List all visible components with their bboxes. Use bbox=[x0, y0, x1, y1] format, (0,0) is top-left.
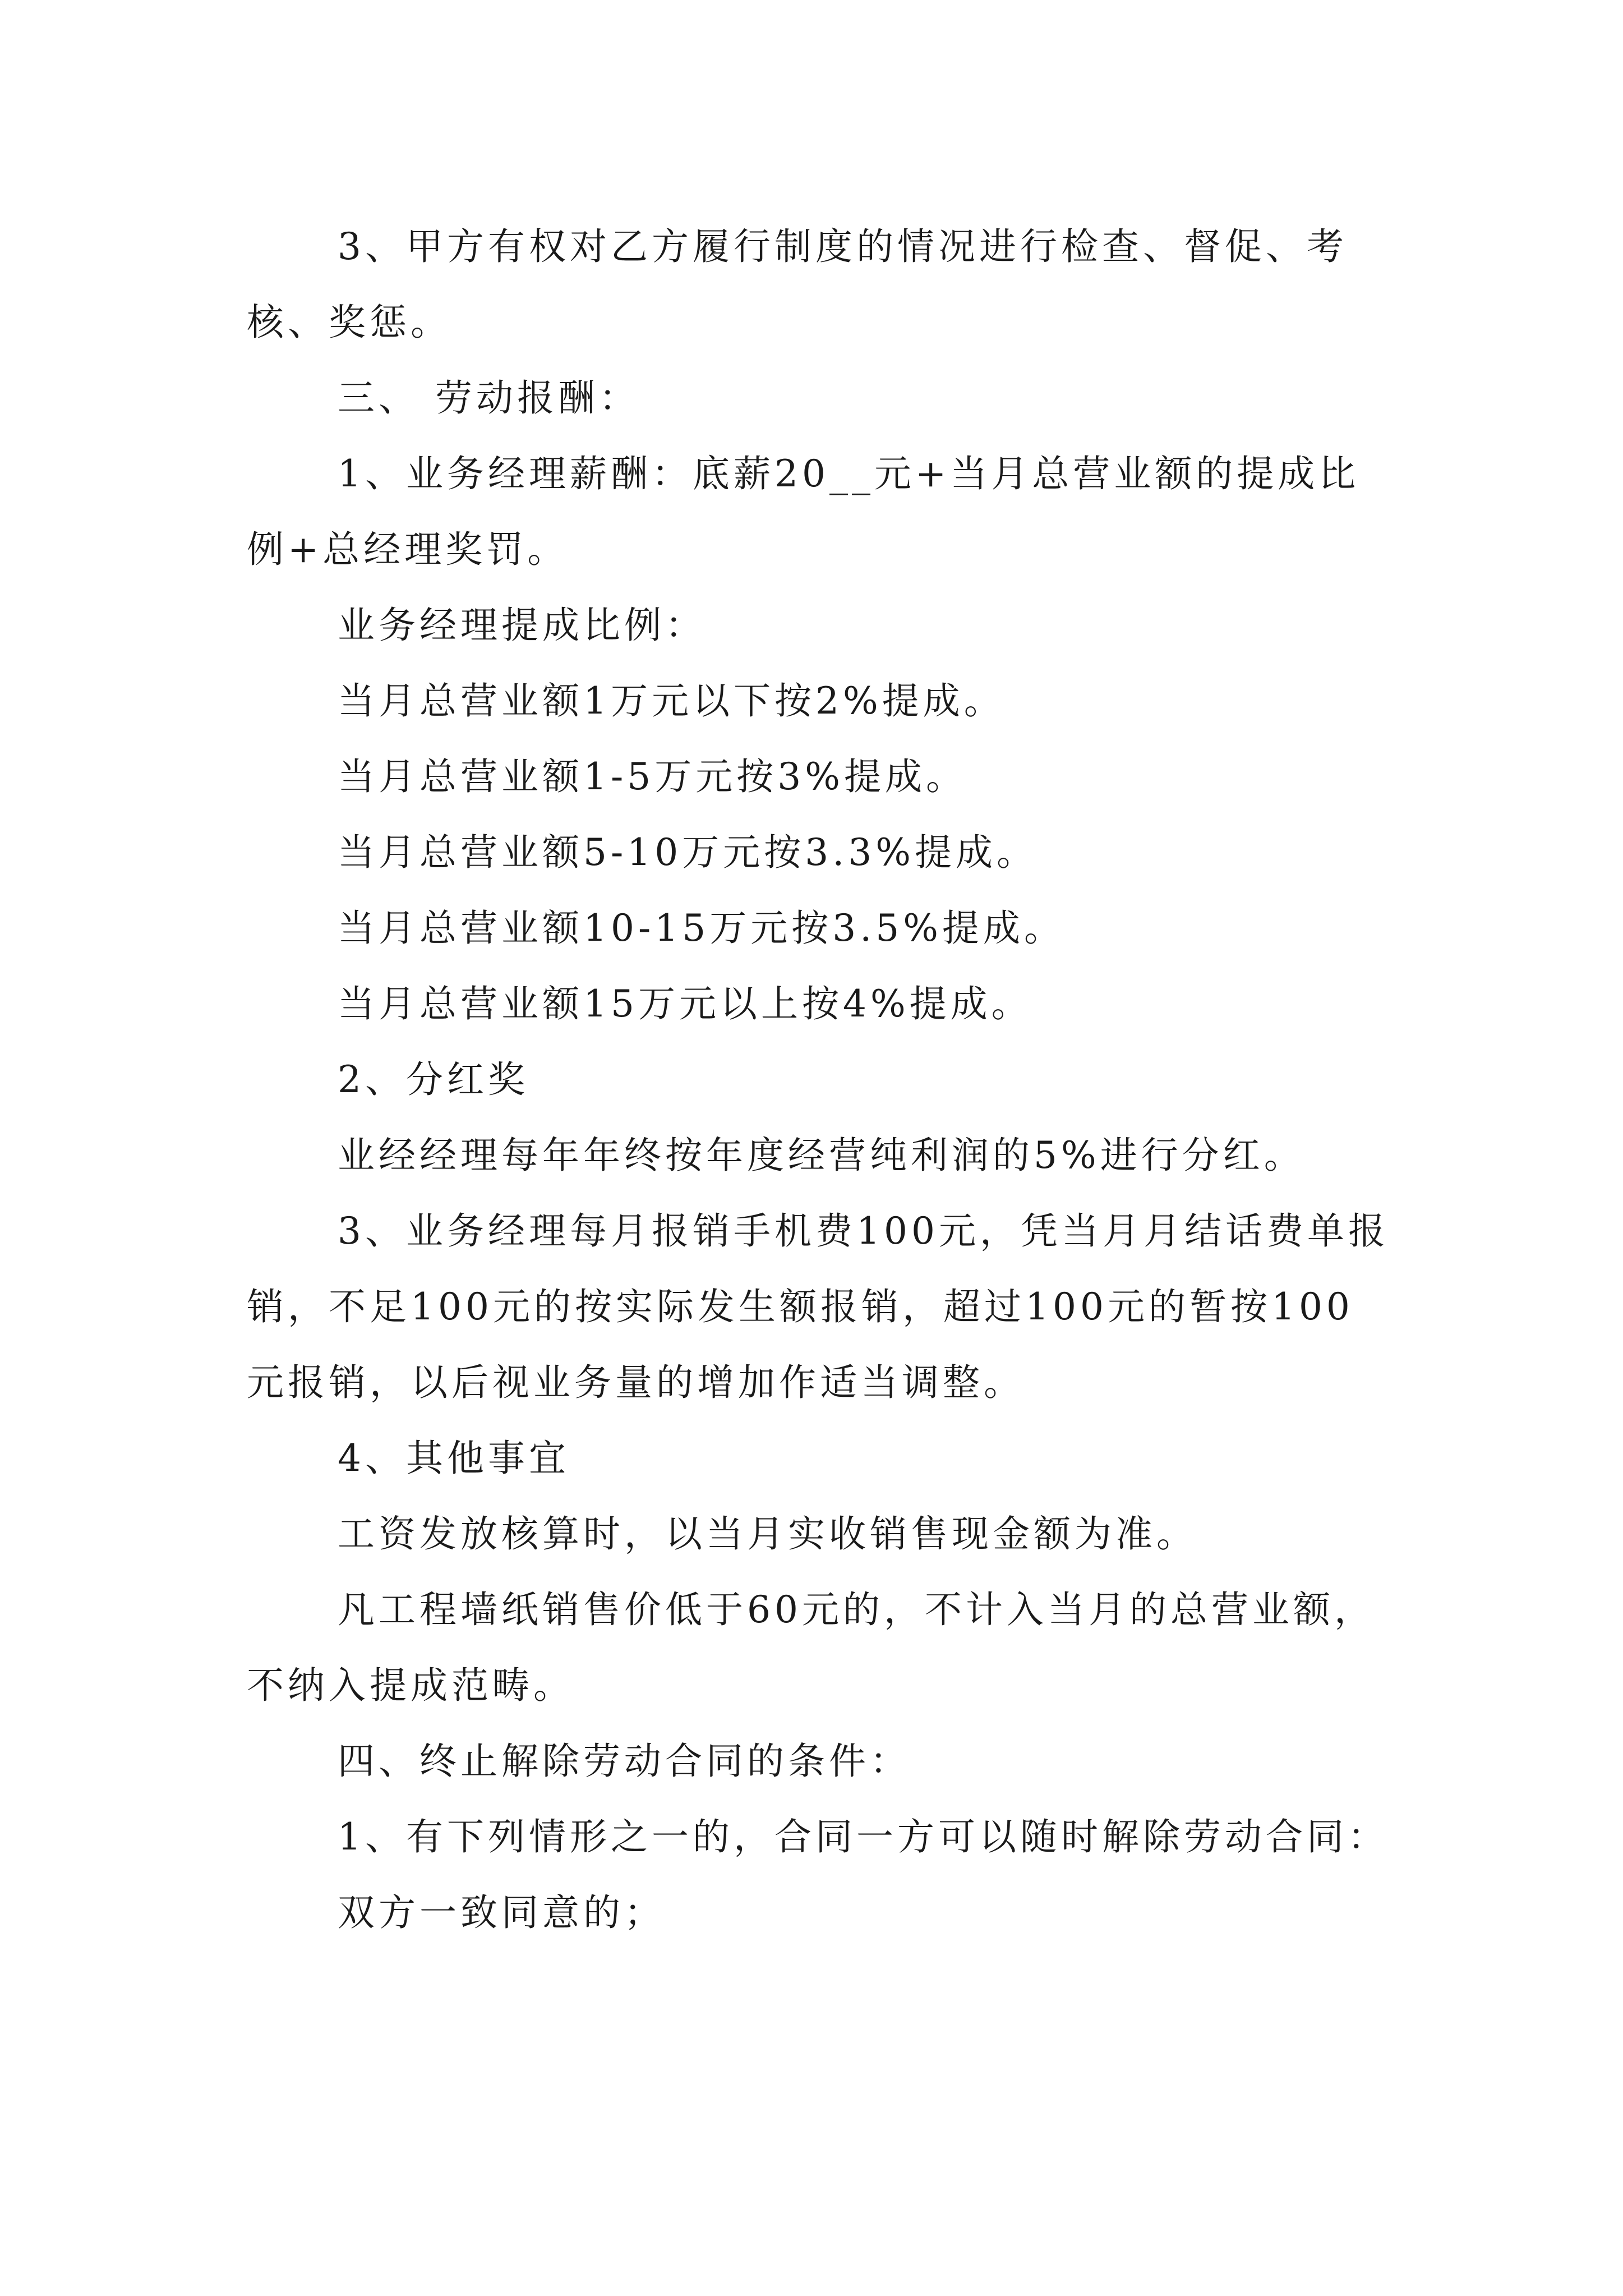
commission-tier-1: 当月总营业额1万元以下按2%提成。 bbox=[338, 679, 1005, 723]
paragraph-wage-accounting: 工资发放核算时，以当月实收销售现金额为准。 bbox=[338, 1512, 1197, 1556]
heading-other-matters: 4、其他事宜 bbox=[338, 1437, 570, 1480]
heading-labor-remuneration: 三、 劳动报酬： bbox=[338, 376, 640, 420]
commission-tier-4: 当月总营业额10-15万元按3.5%提成。 bbox=[338, 907, 1065, 950]
heading-dividend-bonus: 2、分红奖 bbox=[338, 1058, 529, 1101]
commission-tier-2: 当月总营业额1-5万元按3%提成。 bbox=[338, 755, 967, 798]
paragraph-mutual-agreement: 双方一致同意的； bbox=[338, 1891, 665, 1934]
paragraph-phone-reimbursement: 3、业务经理每月报销手机费100元，凭当月月结话费单报销，不足100元的按实际发生额报销，超过100元的暂按100元报销，以后视业务量的增加作适当调整。 bbox=[247, 1209, 1389, 1404]
paragraph-commission-ratio-title: 业务经理提成比例： bbox=[338, 604, 706, 647]
commission-tier-3: 当月总营业额5-10万元按3.3%提成。 bbox=[338, 831, 1038, 874]
paragraph-dividend: 业经经理每年年终按年度经营纯利润的5%进行分红。 bbox=[338, 1134, 1305, 1177]
paragraph-manager-salary: 1、业务经理薪酬：底薪20__元+当月总营业额的提成比例+总经理奖罚。 bbox=[247, 452, 1360, 571]
heading-termination-conditions: 四、终止解除劳动合同的条件： bbox=[338, 1740, 911, 1783]
commission-tier-5: 当月总营业额15万元以上按4%提成。 bbox=[338, 982, 1032, 1025]
document-body bbox=[247, 209, 1391, 1950]
paragraph-wallpaper-price-rule: 凡工程墙纸销售价低于60元的，不计入当月的总营业额，不纳入提成范畴。 bbox=[247, 1588, 1375, 1707]
paragraph-termination-cases: 1、有下列情形之一的，合同一方可以随时解除劳动合同： bbox=[338, 1815, 1389, 1858]
paragraph-inspection-rights: 3、甲方有权对乙方履行制度的情况进行检查、督促、考核、奖惩。 bbox=[247, 225, 1348, 344]
